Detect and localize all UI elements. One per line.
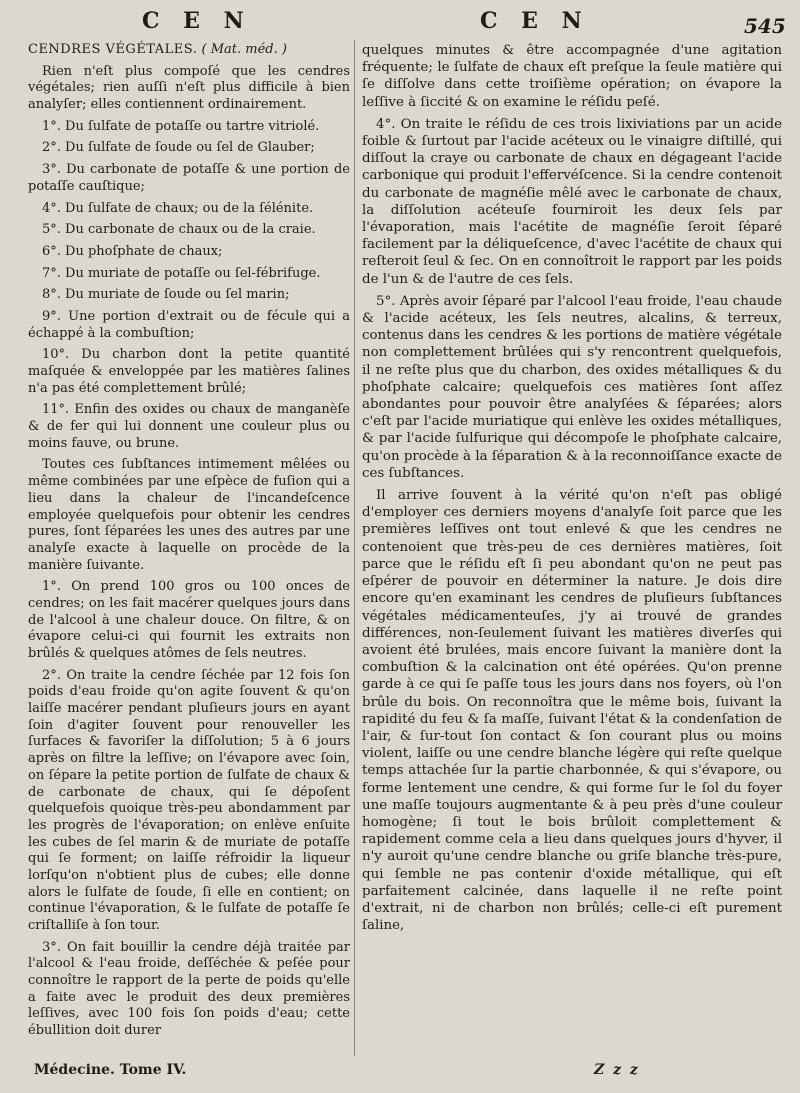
component-item: 5°. Du carbonate de chaux ou de la craie. xyxy=(42,222,316,238)
component-item: 10°. Du charbon dont la petite quantité maſquée & enveloppée par les matières ſalines n'a pas été complettement brûlé; xyxy=(28,347,350,396)
intro-paragraph: Rien n'eſt plus compoſé que les cendres végétales; rien auſſi n'eſt plus difficile à bien analyſer; elles contiennent ordinairement. xyxy=(28,63,350,113)
page-number: 545 xyxy=(744,14,786,38)
component-item: 4°. Du ſulfate de chaux; ou de la ſélénite. xyxy=(42,200,314,216)
step-2-paragraph: 2°. On traite la cendre ſéchée par 12 fois ſon poids d'eau froide qu'on agite ſouvent & qu'on laiſſe macérer pendant pluſieurs jours en ayant ſoin d'agiter ſouvent pour renouveller les ſurfaces & favoriſer la diſſolution; 5 à 6 jours après on filtre la leſſive; on l'évapore avec ſoin, on ſépare la petite portion de ſulfate de chaux & de carbonate de chaux, qui ſe dépoſent quelquefois quoique très-peu abondamment par les progrès de l'évaporation; on enlève enſuite les cubes de ſel marin & de muriate de potaſſe qui ſe forment; on laiſſe réfroidir la liqueur lorſqu'on n'obtient plus de cubes; elle donne alors le ſulfate de ſoude, ſi elle en contient; on continue l'évaporation, & le ſulfate de potaſſe ſe criſtalliſe à ſon tour. xyxy=(28,667,350,933)
component-item: 6°. Du phoſphate de chaux; xyxy=(42,243,223,259)
step-4-paragraph: 4°. On traite le réſidu de ces trois lixiviations par un acide foible & ſurtout par l'acide acéteux ou le vinaigre diſtillé, qui diſſout la craye ou carbonate de chaux en dégageant l'acide carbonique qui produit l'effervéſcence. Si la cendre contenoit du carbonate de magnéſie mêlé avec le carbonate de chaux, la diſſolution acéteuſe fourniroit les deux ſels par l'évaporation, mais l'acétite de magnéſie ſeroit ſéparé facilement par la déliqueſcence, d'avec l'acétite de chaux qui reſteroit ſeul & ſec. On en connoîtroit le rapport par les poids de l'un & de l'autre de ces ſels. xyxy=(362,116,782,287)
step-5-paragraph: 5°. Après avoir ſéparé par l'alcool l'eau froide, l'eau chaude & l'acide acéteux, les ſels neutres, alcalins, & terreux, contenus dans les cendres & les portions de matière végétale non complettement brûlées qui s'y rencontrent quelquefois, il ne reſte plus que du charbon, des oxides métalliques & du phoſphate calcaire; quelquefois ces matières ſont aſſez abondantes pour pouvoir être analyſées & ſéparées; alors c'eſt par l'acide muriatique qui enlève les oxides métalliques, & par l'acide ſulfurique qui décompoſe le phoſphate calcaire, qu'on procède à la ſéparation & à la reconnoiſſance exacte de ces ſubſtances. xyxy=(362,293,782,481)
component-item: 8°. Du muriate de ſoude ou ſel marin; xyxy=(42,287,290,303)
footer-volume: Médecine. Tome IV. xyxy=(34,1062,187,1078)
column-divider xyxy=(354,40,355,1056)
component-item: 7°. Du muriate de potaſſe ou ſel-fébrifuge. xyxy=(42,265,321,281)
component-item: 1°. Du ſulfate de potaſſe ou tartre vitriolé. xyxy=(42,118,320,134)
right-column xyxy=(362,42,782,939)
continuation-paragraph: quelques minutes & être accompagnée d'une agitation fréquente; le ſulfate de chaux eſt preſque la ſeule matière qui ſe diſſolve dans cette troiſième opération; on évapore la leſſive à ſiccité & on examine le réſidu peſé. xyxy=(362,43,782,110)
right-running-head: C E N xyxy=(480,8,590,34)
component-item: 3°. Du carbonate de potaſſe & une portion de potaſſe cauſtique; xyxy=(28,162,350,194)
component-item: 2°. Du ſulfate de ſoude ou ſel de Glauber; xyxy=(42,140,315,156)
method-paragraph: Toutes ces ſubſtances intimement mêlées ou même combinées par une eſpèce de fuſion qui a lieu dans la chaleur de l'incandeſcence employée quelquefois pour obtenir les cendres pures, ſont ſéparées les unes des autres par une analyſe exacte à laquelle on procède de la manière ſuivante. xyxy=(28,457,350,573)
left-running-head: C E N xyxy=(142,8,252,34)
left-column xyxy=(28,42,350,1045)
step-1-paragraph: 1°. On prend 100 gros ou 100 onces de cendres; on les fait macérer quelques jours dans de l'alcool à une chaleur douce. On filtre, & on évapore celui-ci qui fournit les extraits non brûlés & quelques atômes de ſels neutres. xyxy=(28,579,350,661)
entry-heading xyxy=(28,42,350,59)
final-paragraph: Il arrive ſouvent à la vérité qu'on n'eſt pas obligé d'employer ces derniers moyens d'analyſe ſoit parce que les premières leſſives ont tout enlevé & que les cendres ne contenoient que très-peu de ces dernières matières, ſoit parce que le réſidu eſt ſi peu abondant qu'on ne peut pas eſpérer de pouvoir en déterminer la nature. Je dois dire encore qu'en examinant les cendres de pluſieurs ſubſtances végétales médicamenteuſes, j'y ai trouvé de grandes différences, non-ſeulement ſuivant les matières diverſes qui avoient été brulées, mais encore ſuivant la manière dont la combuſtion & la calcination ont été opérées. Qu'on prenne garde à ce qui ſe paſſe tous les jours dans nos foyers, où l'on brûle du bois. On reconnoîtra que le même bois, ſuivant la rapidité du feu & ſa maſſe, ſuivant l'état & la condenſation de l'air, & ſur-tout ſon contact & ſon courant plus ou moins violent, laiſſe ou une cendre blanche légère qui reſte quelque temps attachée ſur la partie charbonnée, & qui s'évapore, ou forme lentement une cendre, & qui forme ſur le ſol du foyer une maſſe toujours augmentante & à peu près d'une couleur homogène; ſi tout le bois brûloit complettement & rapidement comme cela a lieu dans quelques jours d'hyver, il n'y auroit qu'une cendre blanche ou griſe blanche très-pure, qui ſemble ne pas contenir d'oxide métallique, qui eſt parfaitement calcinée, dans laquelle il ne reſte point d'extrait, ni de charbon non brûlés; celle-ci eſt purement ſaline, xyxy=(362,488,782,934)
entry-title: CENDRES VÉGÉTALES. xyxy=(28,42,198,57)
footer-signature: Z z z xyxy=(594,1062,640,1078)
entry-title-tag: ( Mat. méd. ) xyxy=(201,42,287,57)
component-item: 11°. Enfin des oxides ou chaux de manganèſe & de fer qui lui donnent une couleur plus ou moins fauve, ou brune. xyxy=(28,402,350,451)
running-head xyxy=(0,4,800,38)
component-item: 9°. Une portion d'extrait ou de fécule qui a échappé à la combuſtion; xyxy=(28,308,350,341)
step-3-paragraph: 3°. On fait bouillir la cendre déjà traitée par l'alcool & l'eau froide, deſſéchée & peſée pour connoître le rapport de la perte de poids qu'elle a faite avec le produit des deux premières leſſives, avec 100 fois ſon poids d'eau; cette ébullition doit durer xyxy=(28,939,350,1039)
